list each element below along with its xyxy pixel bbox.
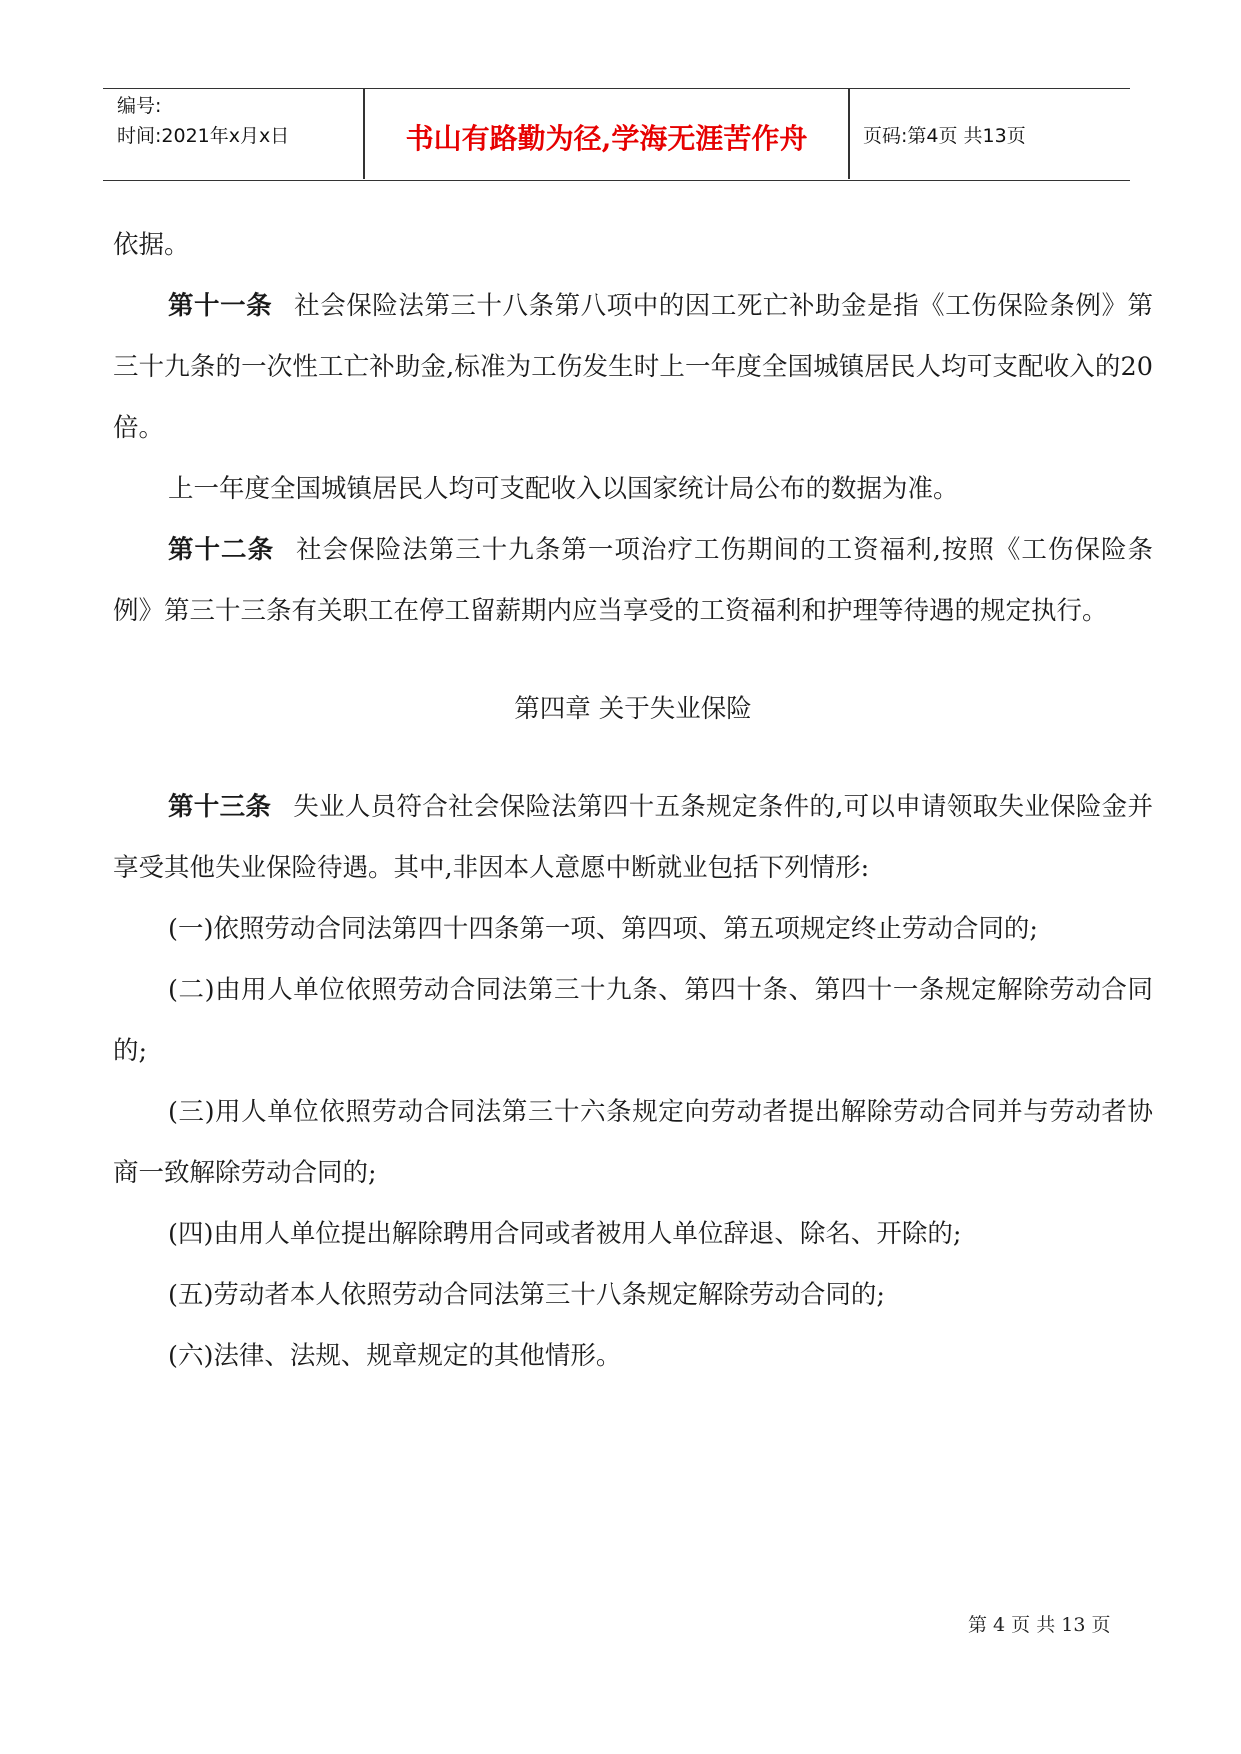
page-footer: 第 4 页 共 13 页 [968, 1614, 1111, 1636]
paragraph: 依据。 [113, 230, 190, 260]
list-item: (二)由用人单位依照劳动合同法第三十九条、第四十条、第四十一条规定解除劳动合同的; [113, 975, 1153, 1066]
list-item: (三)用人单位依照劳动合同法第三十六条规定向劳动者提出解除劳动合同并与劳动者协商一致解除劳动合同的; [113, 1097, 1153, 1188]
article-text: 社会保险法第三十八条第八项中的因工死亡补助金是指《工伤保险条例》第三十九条的一次性工亡补助金,标准为工伤发生时上一年度全国城镇居民人均可支配收入的20倍。 [113, 291, 1153, 443]
document-body [113, 215, 1153, 1387]
paragraph: 上一年度全国城镇居民人均可支配收入以国家统计局公布的数据为准。 [168, 474, 959, 504]
header-meta [117, 91, 357, 151]
time-label: 时间:2021年x月x日 [117, 125, 290, 147]
number-label: 编号: [117, 95, 162, 117]
article-text: 社会保险法第三十九条第一项治疗工伤期间的工资福利,按照《工伤保险条例》第三十三条有关职工在停工留薪期内应当享受的工资福利和护理等待遇的规定执行。 [113, 535, 1153, 626]
header-divider [848, 89, 850, 179]
article-text: 失业人员符合社会保险法第四十五条规定条件的,可以申请领取失业保险金并享受其他失业保险待遇。其中,非因本人意愿中断就业包括下列情形: [113, 792, 1153, 883]
list-item: (一)依照劳动合同法第四十四条第一项、第四项、第五项规定终止劳动合同的; [168, 914, 1038, 944]
list-item: (四)由用人单位提出解除聘用合同或者被用人单位辞退、除名、开除的; [168, 1219, 962, 1249]
article-12 [113, 520, 1153, 642]
list-item: (六)法律、法规、规章规定的其他情形。 [168, 1341, 622, 1371]
list-item: (五)劳动者本人依照劳动合同法第三十八条规定解除劳动合同的; [168, 1280, 885, 1310]
document-header [103, 88, 1130, 181]
header-motto: 书山有路勤为径,学海无涯苦作舟 [405, 122, 808, 155]
article-number: 第十二条 [168, 535, 275, 565]
chapter-heading: 第四章 关于失业保险 [514, 694, 752, 724]
article-number: 第十三条 [168, 792, 272, 822]
header-page-info: 页码:第4页 共13页 [863, 125, 1026, 147]
article-13 [113, 777, 1153, 899]
article-11 [113, 276, 1153, 459]
article-number: 第十一条 [168, 291, 273, 321]
